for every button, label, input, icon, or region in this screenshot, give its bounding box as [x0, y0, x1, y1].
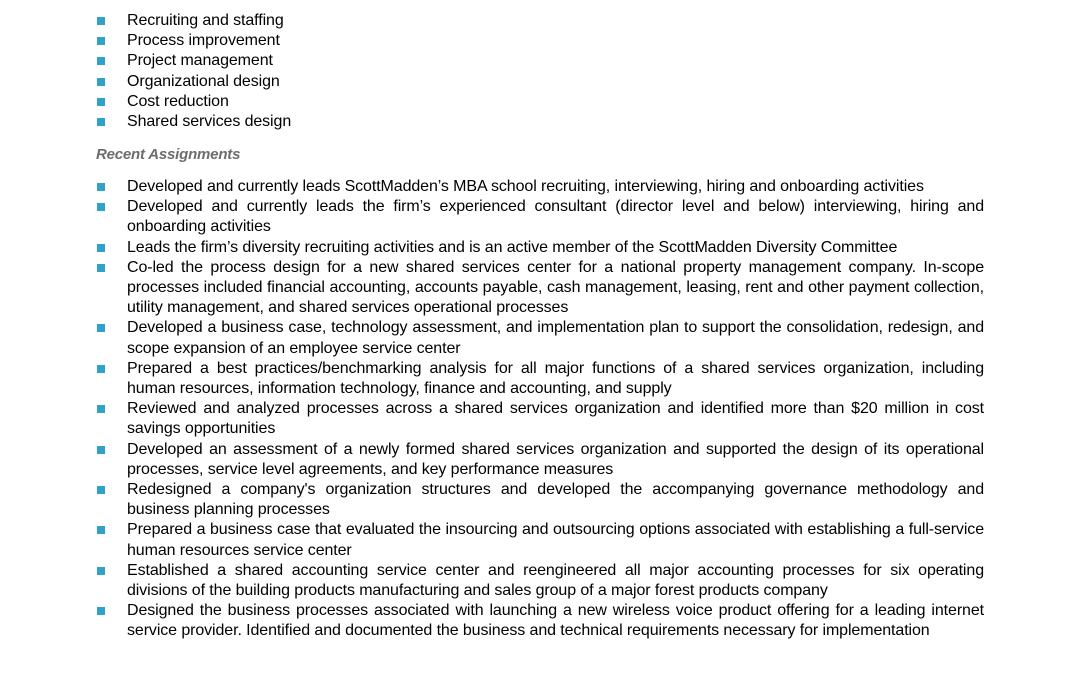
square-bullet-icon	[97, 486, 105, 494]
recent-assignments-list	[96, 177, 984, 642]
skills-list	[96, 11, 984, 132]
list-item-text: Cost reduction	[127, 92, 229, 110]
list-item-text: Developed and currently leads ScottMadden’s MBA school recruiting, interviewing, hiring and onboarding activities	[127, 178, 924, 195]
list-item-text: Reviewed and analyzed processes across a shared services organization and identified more than $20 million in cost savings opportunities	[127, 400, 984, 438]
square-bullet-icon	[97, 365, 105, 373]
list-item-text: Leads the firm’s diversity recruiting activities and is an active member of the ScottMadden Diversity Committee	[127, 238, 898, 256]
square-bullet-icon	[97, 183, 105, 191]
list-item-text: Developed and currently leads the firm’s experienced consultant (director level and below) interviewing, hiring and onboarding activities	[127, 198, 984, 236]
list-item-text: Prepared a best practices/benchmarking analysis for all major functions of a shared services organization, including human resources, information technology, finance and accounting, and supply	[127, 359, 984, 398]
square-bullet-icon	[97, 324, 105, 332]
square-bullet-icon	[97, 607, 105, 615]
list-item	[96, 561, 984, 601]
list-item	[96, 480, 984, 520]
list-item	[96, 197, 984, 237]
list-item	[96, 72, 984, 92]
list-item	[96, 92, 984, 112]
square-bullet-icon	[97, 98, 105, 106]
list-item	[96, 520, 984, 560]
square-bullet-icon	[97, 37, 105, 45]
list-item-text: Project management	[127, 52, 273, 70]
list-item	[96, 112, 984, 132]
list-item-text: Developed an assessment of a newly formed shared services organization and supported the design of its operational processes, service level agreements, and key performance measures	[127, 440, 984, 478]
list-item-text: Redesigned a company's organization structures and developed the accompanying governance methodology and business planning processes	[127, 481, 984, 519]
square-bullet-icon	[97, 17, 105, 25]
square-bullet-icon	[97, 405, 105, 413]
list-item	[96, 359, 984, 399]
list-item	[96, 258, 984, 319]
list-item	[96, 177, 984, 197]
section-heading-recent-assignments: Recent Assignments	[96, 146, 241, 163]
square-bullet-icon	[97, 446, 105, 454]
list-item	[96, 318, 984, 358]
list-item-text: Designed the business processes associated with launching a new wireless voice product offering for a leading internet service provider. Identified and documented the business and technical requirements necessary for implementation	[127, 602, 984, 640]
list-item-text: Process improvement	[127, 32, 280, 50]
list-item	[96, 601, 984, 641]
square-bullet-icon	[97, 526, 105, 534]
list-item	[96, 51, 984, 71]
list-item	[96, 11, 984, 31]
square-bullet-icon	[97, 118, 105, 126]
square-bullet-icon	[97, 57, 105, 65]
square-bullet-icon	[97, 264, 105, 272]
square-bullet-icon	[97, 244, 105, 252]
square-bullet-icon	[97, 78, 105, 86]
list-item-text: Established a shared accounting service center and reengineered all major accounting processes for six operating divisions of the building products manufacturing and sales group of a major forest products company	[127, 561, 984, 600]
square-bullet-icon	[97, 567, 105, 575]
list-item	[96, 238, 984, 258]
list-item-text: Organizational design	[127, 72, 280, 90]
list-item	[96, 399, 984, 439]
list-item	[96, 31, 984, 51]
list-item	[96, 440, 984, 480]
list-item-text: Shared services design	[127, 113, 292, 131]
list-item-text: Developed a business case, technology assessment, and implementation plan to support the consolidation, redesign, and scope expansion of an employee service center	[127, 319, 984, 357]
square-bullet-icon	[97, 203, 105, 211]
list-item-text: Prepared a business case that evaluated the insourcing and outsourcing options associated with establishing a full-service human resources service center	[127, 521, 984, 559]
list-item-text: Co-led the process design for a new shared services center for a national property management company. In-scope processes included financial accounting, accounts payable, cash management, leasing, rent and other payment collection, utility management, and shared services operational processes	[127, 258, 984, 317]
list-item-text: Recruiting and staffing	[127, 12, 284, 29]
